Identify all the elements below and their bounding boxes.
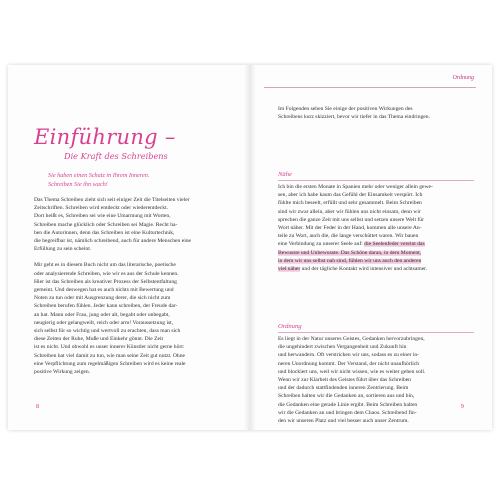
text-fragment: sprechen die ganze Zeit mit uns selbst und setzen unsere Welt für xyxy=(278,216,424,223)
text-line xyxy=(278,183,478,191)
text-line: oder analysierende Schreiben, wie wir es aus der Schule kennen. xyxy=(34,270,179,277)
text-line: Hier ist das Schreiben als kreativer Prozess der Selbstentfaltung xyxy=(34,278,177,285)
section-rule-nahe xyxy=(278,180,474,181)
right-page xyxy=(250,65,492,430)
quote-line: Schreiben Sie ihn wach! xyxy=(48,181,108,188)
section-text-nahe xyxy=(278,183,478,273)
text-line: Es liegt in der Natur unseres Geistes, Gedanken hervorzubringen, xyxy=(278,336,425,342)
paragraph xyxy=(34,196,234,253)
chapter-title: Einführung – xyxy=(34,125,176,149)
text-line: und herwandern. Oft verstricken wir uns, sodass es zu einer in- xyxy=(278,352,420,359)
text-line xyxy=(278,199,478,207)
text-line xyxy=(278,191,478,199)
paragraph xyxy=(34,261,234,376)
text-fragment: fühlte mich beseelt, erfüllt und sehr gesammelt. Beim Schreiben xyxy=(278,200,422,207)
text-line: Schreiben mache glücklich oder Schreiben sei Magie. Recht ha- xyxy=(34,221,178,228)
text-line xyxy=(278,240,478,248)
text-line xyxy=(278,224,478,232)
highlighted-text: die Seelenfeder vereint das xyxy=(364,241,425,248)
text-line xyxy=(278,257,478,265)
text-line: wir die Gedanken an und bringen dem Chaos. Schreibend fin- xyxy=(278,409,417,416)
page-number-left: 8 xyxy=(36,403,40,410)
text-fragment: sind wir zwar allein, aber wir fühlen uns nicht einsam, denn wir xyxy=(278,208,421,215)
quote-line: Sie haben einen Schatz in Ihrem Inneren. xyxy=(48,172,150,179)
chapter-subtitle: Die Kraft des Schreibens xyxy=(64,151,168,161)
text-line: ist es nicht. Und obwohl es unser innerer Künstler nicht gerne hört: xyxy=(34,344,185,351)
text-line: positive Wirkung zeigen. xyxy=(34,369,91,376)
text-line: die Gedanken eine gerade Linie ergibt. Beim Schreiben halten xyxy=(278,401,418,408)
text-line: und der dadurch stattfindenden inneren Zentrierung. Beim xyxy=(278,385,409,392)
text-line: neugierig oder gelangweilt, reich oder arm! Voraussetzung ist, xyxy=(34,319,174,326)
text-line: Erfüllung zu sein scheint. xyxy=(34,246,92,253)
text-line xyxy=(278,216,478,224)
section-rule-ordnung xyxy=(278,332,474,333)
text-line: ben die Autorinnen, denn das Schreiben ist eine Kulturtechnik, xyxy=(34,229,175,236)
running-head-label: Ordnung xyxy=(452,75,474,81)
text-line: Im Folgenden sehen Sie einige der positiven Wirkungen des xyxy=(278,106,413,112)
highlighted-text: viel näher xyxy=(278,266,301,273)
text-line: eine Verpflichtung zum regelmäßigen Schreiben wird es keine reale xyxy=(34,360,186,367)
text-line: die begreifbar ist, nämlich schreibend, auch für andere Menschen eine xyxy=(34,238,192,245)
page-number-right: 9 xyxy=(460,403,464,410)
text-fragment: Wort näher. Mit der Feder in der Hand, kommen alle unsere An- xyxy=(278,225,422,232)
text-fragment: Ich bin die ersten Monate in Spanien mehr oder weniger allein gewe- xyxy=(278,184,433,190)
text-line xyxy=(278,249,478,257)
text-fragment: und der tägliche Kontakt wird intensiver und achtsamer. xyxy=(300,266,428,273)
text-fragment: teile zu Wort, auch die, die lange verschüttet waren. Wir bauen xyxy=(278,233,419,240)
text-line: Wenn wir zur Klarheit des Geistes führt über das Schreiben xyxy=(278,377,411,384)
text-line: den wir unseren Platz und viel besser auch unser Zentrum. xyxy=(278,418,409,425)
text-line: an hat. Mann oder Frau, jung oder alt, begabt oder unbegabt, xyxy=(34,311,170,318)
book-spread xyxy=(8,65,492,430)
text-line: gemeint. Und deswegen hat es auch nichts mit Bewertung und xyxy=(34,287,174,294)
highlighted-text: in dem wir uns selbst nah sind, fühlen wir uns auch den anderen xyxy=(278,257,422,264)
text-line: und blockiert uns, weil wir nicht wissen, wie es weiter gehen soll. xyxy=(278,368,426,375)
text-line: Das Thema Schreiben zieht sich seit einiger Zeit die Titelseiten vieler xyxy=(34,197,190,203)
left-page xyxy=(8,65,250,430)
text-fragment: eine Verbindung zu unserer Seele auf: xyxy=(278,241,365,248)
section-text-ordnung xyxy=(278,335,478,425)
chapter-quote xyxy=(48,171,238,189)
section-heading-nahe: Nähe xyxy=(278,171,292,178)
text-line: neren Unordnung kommt. Der Verstand, der nicht unaufhörlich xyxy=(278,360,420,367)
text-line xyxy=(278,232,478,240)
text-line: die ungehindert zwischen Vergangenheit und Zukunft hin xyxy=(278,344,407,351)
text-line: diese Zeiten der Ruhe, Muße und Einkehr gönnt. Die Zeit xyxy=(34,336,164,343)
section-heading-ordnung: Ordnung xyxy=(278,323,302,330)
text-line: Zeitschriften. Schreiben wird entdeckt oder wiederentdeckt. xyxy=(34,205,169,212)
text-line: sich selbst für so wichtig und wertvoll zu erachten, dass man sich xyxy=(34,328,181,335)
text-line: Mir geht es in diesem Buch nicht um das literarische, poetische xyxy=(34,262,176,269)
left-body-text xyxy=(34,196,234,384)
text-line: Schreiben berufen fühlen. Jeder kann schreiben, der Freude dar- xyxy=(34,303,178,310)
text-line xyxy=(278,265,478,273)
text-line xyxy=(278,208,478,216)
text-line: Schreibens kurz skizziert, bevor wir tiefer in das Thema eindringen. xyxy=(278,114,430,121)
highlighted-text: Bewusste und Unbewusste. Das Schöne daran, in dem Moment, xyxy=(278,249,422,256)
text-line: Noten zu tun oder mit Ausgrenzung derer, die sich nicht zum xyxy=(34,295,171,302)
text-line: Schreiben hat viel damit zu tun, wie man seine Zeit gut nutzt. Ohne xyxy=(34,352,185,359)
running-head xyxy=(264,75,476,88)
text-line: Dort heißt es, Schreiben sei wie eine Umarmung mit Worten, xyxy=(34,213,171,220)
text-fragment: sen, aber ich habe kaum das Gefühl der Einsamkeit verspürt. Ich xyxy=(278,192,423,199)
text-line: Schreiben halten wir die Gedanken an, sortieren aus und bin, xyxy=(278,393,415,400)
intro-text xyxy=(278,105,478,121)
